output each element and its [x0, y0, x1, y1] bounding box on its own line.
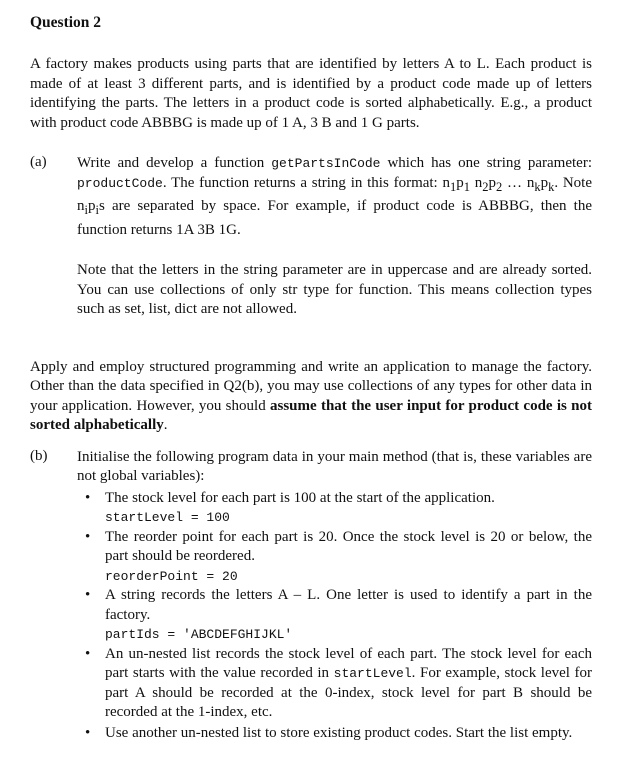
inline-code: startLevel	[333, 666, 412, 681]
question-title: Question 2	[30, 14, 102, 31]
apply-paragraph: Apply and employ structured programming and write an application to manage the factory. Other than the data specified in Q2(b), you may use collections of any types for other data in your application. However, you should assume that the user input for product code is not sorted alphabetically.	[30, 358, 593, 433]
part-b-label: (b)	[30, 447, 48, 464]
bullet-icon: •	[85, 489, 91, 506]
intro-paragraph: A factory makes products using parts that are identified by letters A to L. Each product is made of at least 3 different parts, and is identified by a product code made up of letters identifying the parts. The letters in a product code is sorted alphabetically. E.g., a product with product code ABBBG is made up of 1 A, 3 B and 1 G parts.	[30, 56, 592, 131]
code-start-level: startLevel = 100	[105, 510, 230, 525]
bullet-icon: •	[85, 724, 91, 741]
document-page	[30, 14, 592, 743]
part-a-description: Write and develop a function getPartsInCode which has one string parameter: productCode. The function returns a string in this format: $n_1p_1$ $n_2p_2$ … $n_kp_k$. Note $n_ip_is$ are separated by space. For example, if product code is ABBBG, then the function returns 1A 3B 1G.	[77, 155, 593, 238]
code-reorder-point: reorderPoint = 20	[105, 568, 238, 584]
list-item: • A string records the letters A – L. One letter is used to identify a part in the factory.	[85, 587, 592, 623]
list-item: • The stock level for each part is 100 at the start of the application.	[77, 489, 592, 509]
parameter-name: productCode	[77, 175, 163, 191]
bullet-list	[77, 489, 592, 744]
part-b-intro: Initialise the following program data in your main method (that is, these variables are not global variables):	[77, 448, 592, 484]
list-item: • The reorder point for each part is 20. Once the stock level is 20 or below, the part should be reordered.	[85, 528, 592, 564]
part-a	[30, 154, 592, 320]
list-item: • An un-nested list records the stock level of each part. The stock level for each part starts with the value recorded in startLevel. For example, stock level for part A should be recorded at the 0-index, stock level for part B should be recorded at the 1-index, etc.	[85, 645, 592, 720]
bullet-icon: •	[85, 645, 91, 662]
list-item: • Use another un-nested list to store existing product codes. Start the list empty.	[77, 724, 592, 744]
part-a-label: (a)	[30, 154, 47, 170]
bullet-icon: •	[85, 528, 91, 545]
part-b	[30, 448, 592, 744]
part-a-note: Note that the letters in the string parameter are in uppercase and are already sorted. You can use collections of only str type for function. This means collection types such as set, list, dict are not allowed.	[77, 262, 592, 317]
function-name: getPartsInCode	[271, 156, 381, 171]
emphasis-text: assume that the user input for product code is not sorted alphabetically	[30, 397, 593, 433]
bullet-icon: •	[85, 587, 91, 603]
code-part-ids: partIds = 'ABCDEFGHIJKL'	[105, 627, 293, 642]
